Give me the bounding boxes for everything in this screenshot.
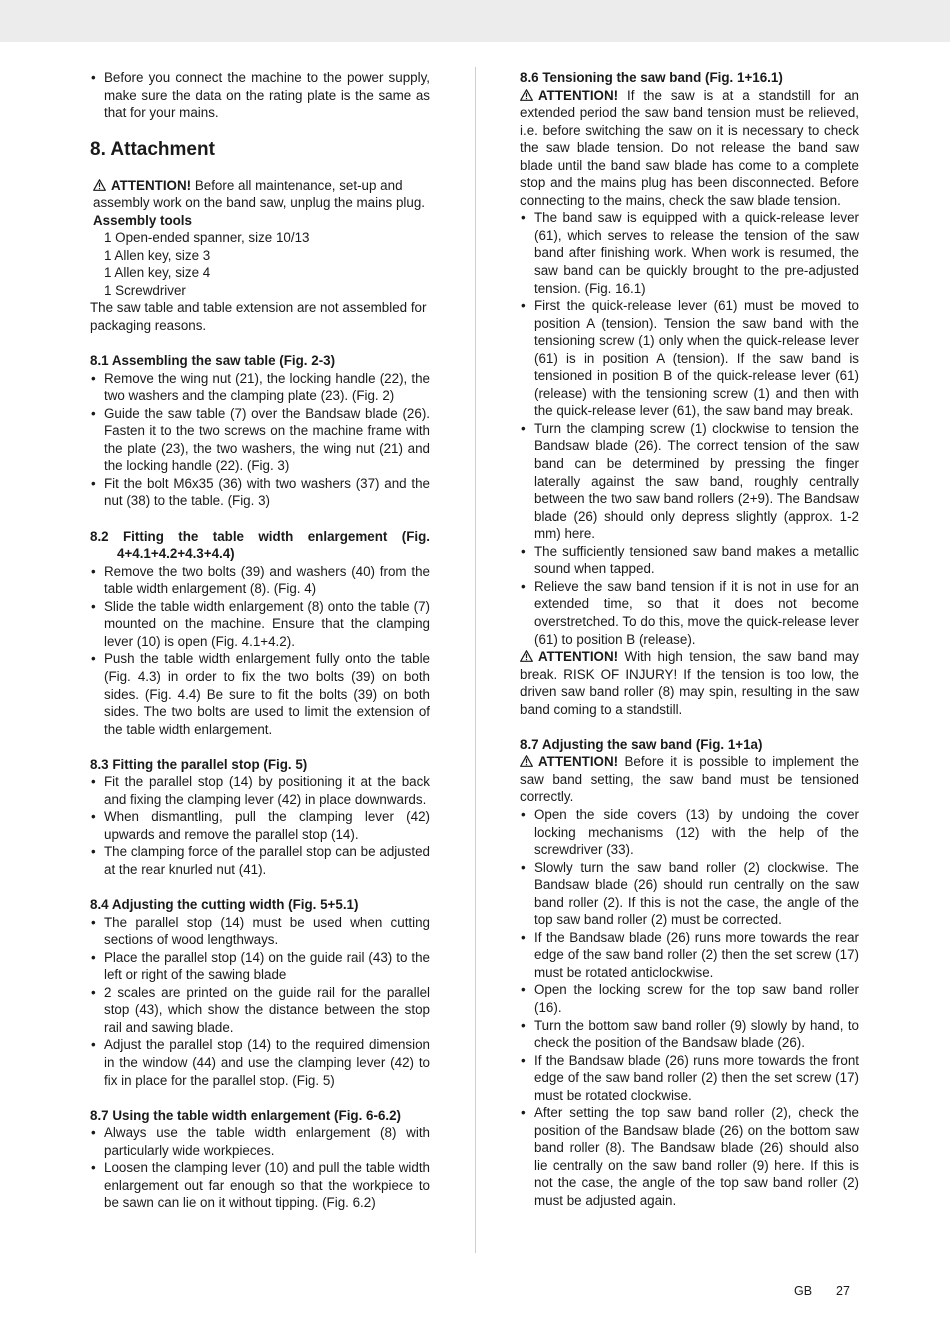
- attention-paragraph: [90, 177, 430, 212]
- section-8-3-title: 8.3 Fitting the parallel stop (Fig. 5): [90, 756, 308, 772]
- list-item: • 2 scales are printed on the guide rail for the parallel stop (43), which show the distance between the stop rail and sawing blade.: [90, 984, 430, 1037]
- section-8-7-saw-band-list: [520, 806, 859, 1210]
- section-8-1-title: 8.1 Assembling the saw table (Fig. 2-3): [90, 353, 336, 369]
- attention-paragraph: [520, 753, 859, 806]
- list-item: • The clamping force of the parallel stop can be adjusted at the rear knurled nut (41).: [90, 843, 430, 878]
- list-item: • Push the table width enlargement fully onto the table (Fig. 4.3) in order to fix the two bolts (39) on both sides. (Fig. 4.4) Be sure to fit the bolts (39) on both sides. The two bolts are used to limit the extension of the table width enlargement.: [90, 650, 430, 738]
- list-item: • Remove the two bolts (39) and washers (40) from the table width enlargement (8). (Fig. 4): [90, 563, 430, 598]
- attention-paragraph: [520, 648, 859, 718]
- attention-text: Before it is possible to implement the saw band setting, the saw band must be tensioned correctly.: [520, 754, 859, 805]
- list-item: • Open the side covers (13) by undoing the cover locking mechanisms (12) with the help of the screwdriver (33).: [520, 806, 859, 859]
- list-item: • Open the locking screw for the top saw band roller (16).: [520, 981, 859, 1016]
- intro-list: [90, 69, 430, 122]
- list-item: • Fit the bolt M6x35 (36) with two washers (37) and the nut (38) to the table. (Fig. 3): [90, 475, 430, 510]
- list-item: • First the quick-release lever (61) must be moved to position A (tension). Tension the saw band with the tensioning screw (1) only when the quick-release lever (61) is in position A (tension). If the saw band is tensioned in position B of the quick-release lever (61) (release) with the tensioning screw (1) and then with the quick-release lever (61), the saw band may break.: [520, 297, 859, 420]
- section-title: 8. Attachment: [90, 138, 215, 160]
- list-item: • Turn the clamping screw (1) clockwise to tension the Bandsaw blade (26). The correct tension of the saw band can be determined by pressing the finger laterally against the saw band, roughly centrally between the two saw band rollers (2+9). The Bandsaw blade (26) should only depress slightly (approx. 1-2 mm) here.: [520, 420, 859, 543]
- attention-label: ATTENTION!: [538, 87, 619, 103]
- column-divider: [475, 67, 476, 1253]
- section-8-1-list: [90, 370, 430, 510]
- attention-label: ATTENTION!: [538, 754, 619, 770]
- list-item: • Relieve the saw band tension if it is not in use for an extended time, so that it does not become overstretched. To do this, move the quick-release lever (61) to position B (release).: [520, 578, 859, 648]
- section-8-4-list: [90, 914, 430, 1089]
- tools-title: Assembly tools: [93, 212, 192, 228]
- list-item: • The sufficiently tensioned saw band makes a metallic sound when tapped.: [520, 543, 859, 578]
- section-8-6-list: [520, 209, 859, 648]
- list-item: • Always use the table width enlargement (8) with particularly wide workpieces.: [90, 1124, 430, 1159]
- page-number: 27: [836, 1284, 850, 1298]
- list-item: • Adjust the parallel stop (14) to the required dimension in the window (44) and use the clamping lever (42) to fix in place for the parallel stop. (Fig. 5): [90, 1036, 430, 1089]
- footer-language: GB: [794, 1284, 813, 1298]
- list-item: • After setting the top saw band roller (2), check the position of the Bandsaw blade (26) on the bottom saw band roller (8). The Bandsaw blade (26) should also lie centrally on the saw band roller (9) here. If this is not the case, the angle of the top saw band roller (2) must be adjusted again.: [520, 1104, 859, 1209]
- section-8-7-saw-band-title: 8.7 Adjusting the saw band (Fig. 1+1a): [520, 736, 763, 752]
- attention-text: Before all maintenance, set-up and assembly work on the band saw, unplug the mains plug.: [93, 177, 425, 211]
- tool-item: 1 Open-ended spanner, size 10/13: [104, 230, 310, 246]
- left-column: [90, 69, 430, 1212]
- list-item: • Remove the wing nut (21), the locking handle (22), the two washers and the clamping plate (23). (Fig. 2): [90, 370, 430, 405]
- tool-item: 1 Allen key, size 3: [104, 247, 211, 263]
- warning-icon: [520, 89, 533, 101]
- list-item: • If the Bandsaw blade (26) runs more towards the rear edge of the saw band roller (2) then the set screw (17) must be rotated anticlockwise.: [520, 929, 859, 982]
- tool-item: 1 Allen key, size 4: [104, 265, 211, 281]
- list-item: • Turn the bottom saw band roller (9) slowly by hand, to check the position of the Bandsaw blade (26).: [520, 1017, 859, 1052]
- warning-icon: [520, 755, 533, 767]
- section-8-2-list: [90, 563, 430, 738]
- warning-icon: [93, 179, 106, 191]
- section-8-6-title: 8.6 Tensioning the saw band (Fig. 1+16.1): [520, 70, 783, 85]
- list-item: • The parallel stop (14) must be used when cutting sections of wood lengthways.: [90, 914, 430, 949]
- list-item: • Guide the saw table (7) over the Bandsaw blade (26). Fasten it to the two screws on the machine frame with the plate (23), the two washers, the wing nut (21) and the locking handle (22). (Fig. 3): [90, 405, 430, 475]
- list-item: • Before you connect the machine to the power supply, make sure the data on the rating plate is the same as that for your mains.: [90, 69, 430, 122]
- section-8-2-title: 8.2 Fitting the table width enlargement (Fig. 4+4.1+4.2+4.3+4.4): [90, 528, 430, 562]
- top-band: [0, 0, 950, 42]
- list-item: • Fit the parallel stop (14) by positioning it at the back and fixing the clamping lever (42) in place downwards.: [90, 773, 430, 808]
- right-column: [520, 69, 859, 1210]
- attention-text: With high tension, the saw band may break. RISK OF INJURY! If the tension is too low, the driven saw band roller (8) may spin, resulting in the saw band coming to a standstill.: [520, 649, 859, 717]
- attention-label: ATTENTION!: [538, 649, 619, 665]
- attention-paragraph: [520, 87, 859, 210]
- warning-icon: [520, 650, 533, 662]
- list-item: • If the Bandsaw blade (26) runs more towards the front edge of the saw band roller (2) then the set screw (17) must be rotated clockwise.: [520, 1052, 859, 1105]
- section-8-7-table-list: [90, 1124, 430, 1212]
- list-item: • When dismantling, pull the clamping lever (42) upwards and remove the parallel stop (14).: [90, 808, 430, 843]
- list-item: • Slowly turn the saw band roller (2) clockwise. The Bandsaw blade (26) should run centrally on the saw band roller (2). If this is not the case, the angle of the top saw band roller (2) must be corrected.: [520, 859, 859, 929]
- attention-text: If the saw is at a standstill for an extended period the saw band tension must be relieved, i.e. before switching the saw on it is necessary to check the saw blade tension. Do not release the band saw blade until the band saw blade has come to a complete stop and the mains plug has been disconnected. Before connecting to the mains, check the saw blade tension.: [520, 87, 859, 208]
- tool-item: 1 Screwdriver: [104, 282, 186, 298]
- section-8-7-table-title: 8.7 Using the table width enlargement (Fig. 6-6.2): [90, 1107, 402, 1123]
- section-8-4-title: 8.4 Adjusting the cutting width (Fig. 5+5.1): [90, 897, 359, 913]
- packaging-note: The saw table and table extension are not assembled for packaging reasons.: [90, 300, 427, 334]
- attention-label: ATTENTION!: [111, 177, 192, 193]
- section-8-3-list: [90, 773, 430, 878]
- list-item: • The band saw is equipped with a quick-release lever (61), which serves to release the tension of the saw band after finishing work. When work is resumed, the saw band can be quickly brought to the pre-adjusted tension. (Fig. 16.1): [520, 209, 859, 297]
- list-item: • Place the parallel stop (14) on the guide rail (43) to the left or right of the sawing blade: [90, 949, 430, 984]
- list-item: • Loosen the clamping lever (10) and pull the table width enlargement out far enough so that the workpiece to be sawn can lie on it without tipping. (Fig. 6.2): [90, 1159, 430, 1212]
- list-item: • Slide the table width enlargement (8) onto the table (7) mounted on the machine. Ensure that the clamping lever (10) is open (Fig. 4.1+4.2).: [90, 598, 430, 651]
